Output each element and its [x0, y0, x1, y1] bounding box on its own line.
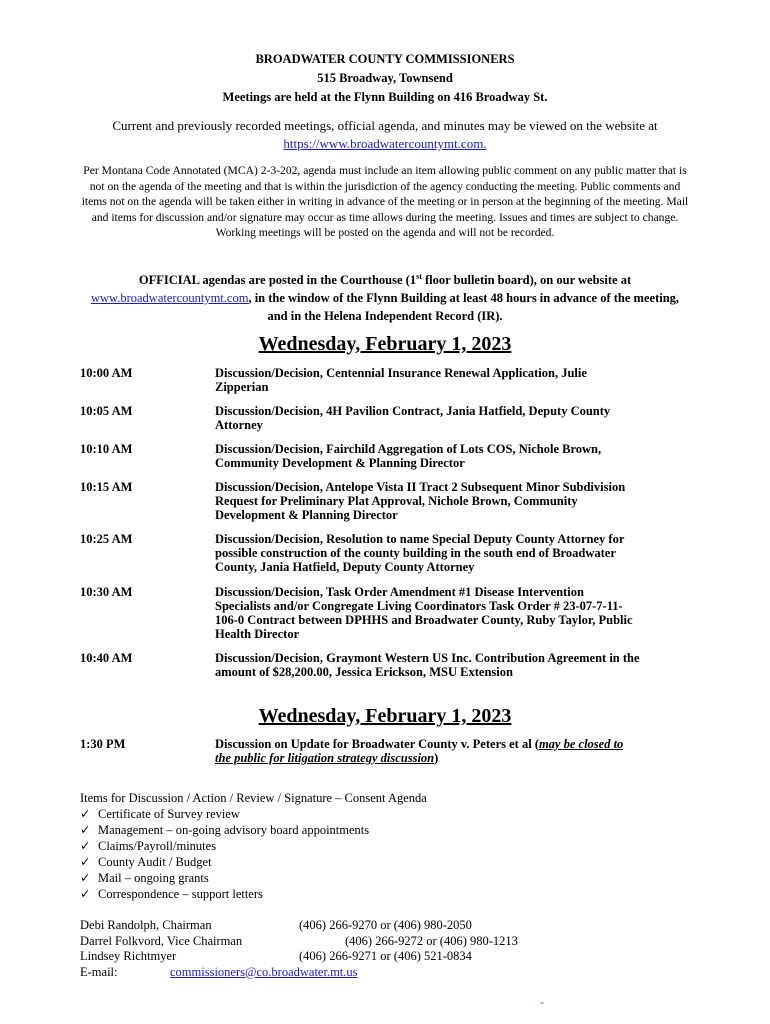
list-item-label: Correspondence – support letters [98, 887, 263, 901]
list-item-label: Certificate of Survey review [98, 807, 240, 821]
consent-agenda [80, 790, 427, 902]
agenda-description: Discussion/Decision, Graymont Western US Inc. Contribution Agreement in the amount of $28,200.00, Jessica Erickson, MSU Extension [215, 651, 640, 679]
checkmark-icon: ✓ [80, 823, 91, 837]
agenda-description: Discussion/Decision, Fairchild Aggregation of Lots COS, Nichole Brown, Community Development & Planning Director [215, 442, 602, 470]
official-text-mid: floor bulletin board), on our website at [421, 273, 632, 288]
official-superscript: st [416, 272, 422, 281]
agenda-time: 10:15 AM [80, 480, 133, 494]
contact-name: Darrel Folkvord, Vice Chairman [80, 933, 243, 948]
agenda-description: Discussion/Decision, Centennial Insurance Renewal Application, Julie Zipperian [215, 366, 587, 394]
header-title: BROADWATER COUNTY COMMISSIONERS [255, 52, 515, 66]
header-address: 515 Broadway, Townsend [317, 71, 453, 85]
contact-phone: (406) 266-9272 or (406) 980-1213 [345, 933, 518, 948]
contact-row [80, 949, 640, 965]
contacts [80, 918, 640, 980]
list-item [80, 822, 427, 838]
agenda-time: 10:25 AM [80, 532, 133, 546]
litigation-text-end: ) [434, 751, 439, 765]
checkmark-icon: ✓ [80, 839, 91, 853]
litigation-note: may be closed to the public for litigation strategy discussion [215, 737, 624, 765]
header-meeting-location: Meetings are held at the Flynn Building on 416 Broadway St. [222, 90, 548, 104]
list-item [80, 838, 427, 854]
intro-paragraph [80, 117, 690, 153]
email-label: E-mail: [80, 964, 118, 979]
consent-agenda-heading: Items for Discussion / Action / Review / Signature – Consent Agenda [80, 791, 427, 805]
website-link[interactable]: https://www.broadwatercountymt.com. [283, 136, 487, 151]
litigation-text: Discussion on Update for Broadwater County v. Peters et al ( [215, 737, 539, 751]
agenda-time: 10:05 AM [80, 404, 133, 418]
contact-name: Lindsey Richtmyer [80, 949, 177, 963]
list-item [80, 886, 427, 902]
contact-phone: (406) 266-9271 or (406) 521-0834 [299, 949, 472, 963]
email-link[interactable]: commissioners@co.broadwater.mt.us [170, 964, 358, 979]
day1-title: Wednesday, February 1, 2023 [258, 333, 512, 355]
checkmark-icon: ✓ [80, 871, 91, 885]
contact-phone: (406) 266-9270 or (406) 980-2050 [299, 918, 472, 932]
agenda-description: Discussion/Decision, 4H Pavilion Contract, Jania Hatfield, Deputy County Attorney [215, 404, 611, 432]
mca-paragraph: Per Montana Code Annotated (MCA) 2-3-202, agenda must include an item allowing public comment on any public matter that is not on the agenda of the meeting and that is within the jurisdiction of the agency conducting the meeting. Public comments and items not on the agenda will be taken either in writing in advance of the meeting or in person at the beginning of the meeting. Mail and items for discussion and/or signature may occur as time allows during the meeting. Issues and times are subject to change. Working meetings will be posted on the agenda and will not be recorded. [81, 164, 689, 240]
list-item [80, 854, 427, 870]
list-item-label: Mail – ongoing grants [98, 871, 209, 885]
checkmark-icon: ✓ [80, 855, 91, 869]
intro-text: Current and previously recorded meetings, official agenda, and minutes may be viewed on the website at [112, 118, 658, 133]
list-item-label: Claims/Payroll/minutes [98, 839, 217, 853]
official-notice [82, 268, 688, 325]
official-website-link[interactable]: www.broadwatercountymt.com [90, 291, 249, 306]
agenda-description [215, 737, 640, 765]
agenda-description: Discussion/Decision, Task Order Amendment #1 Disease Intervention Specialists and/or Congregate Living Coordinators Task Order # 23-07-7-11-106-0 Contract between DPHHS and Broadwater County, Ruby Taylor, Public Health Director [215, 585, 633, 641]
agenda-time: 10:40 AM [80, 651, 133, 665]
agenda-time: 1:30 PM [80, 737, 126, 751]
official-text-pre: OFFICIAL agendas are posted in the Courthouse (1 [138, 273, 417, 288]
contact-row [80, 934, 640, 950]
checkmark-icon: ✓ [80, 887, 91, 901]
list-item-label: County Audit / Budget [98, 855, 212, 869]
agenda-time: 10:00 AM [80, 366, 133, 380]
agenda-time: 10:30 AM [80, 585, 133, 599]
agenda-description: Discussion/Decision, Antelope Vista II Tract 2 Subsequent Minor Subdivision Request for Preliminary Plat Approval, Nichole Brown, Community Development & Planning Director [215, 480, 626, 522]
day2-title: Wednesday, February 1, 2023 [258, 705, 512, 727]
contact-row [80, 965, 640, 981]
agenda-time: 10:10 AM [80, 442, 133, 456]
footer-mark: - [540, 995, 544, 1009]
contact-name: Debi Randolph, Chairman [80, 918, 212, 932]
list-item [80, 870, 427, 886]
checkmark-icon: ✓ [80, 807, 91, 821]
list-item [80, 806, 427, 822]
official-text-post: , in the window of the Flynn Building at least 48 hours in advance of the meeting, and in the Helena Independent Record (IR). [248, 291, 680, 324]
agenda-description: Discussion/Decision, Resolution to name Special Deputy County Attorney for possible construction of the county building in the south end of Broadwater County, Jania Hatfield, Deputy County Attorney [215, 532, 625, 574]
contact-row [80, 918, 640, 934]
list-item-label: Management – on-going advisory board appointments [98, 823, 370, 837]
